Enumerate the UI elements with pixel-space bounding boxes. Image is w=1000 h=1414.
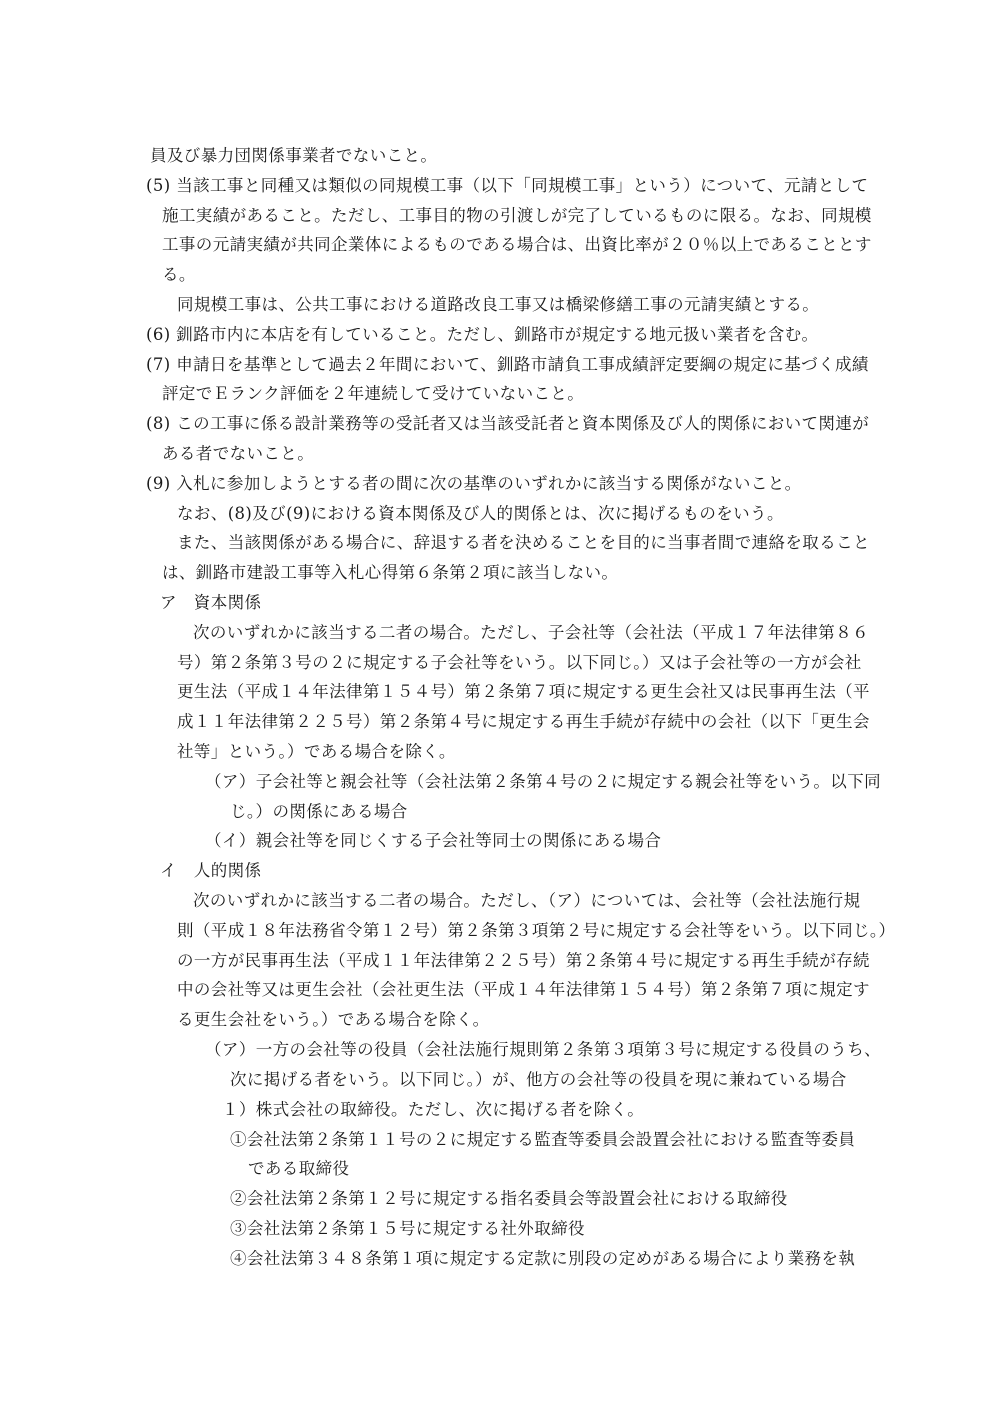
exclusion-item-4-line: ④会社法第３４８条第１項に規定する定款に別段の定めがある場合により業務を執 <box>230 1249 856 1268</box>
exclusion-item-1-line: ①会社法第２条第１１号の２に規定する監査等委員会設置会社における監査等委員 <box>230 1130 856 1149</box>
item-6-line: (6) 釧路市内に本店を有していること。ただし、釧路市が規定する地元扱い業者を含む。 <box>146 325 819 344</box>
item-8-line: ある者でないこと。 <box>162 444 315 463</box>
personnel-subitem-a-line: 次に掲げる者をいう。以下同じ。）が、他方の会社等の役員を現に兼ねている場合 <box>230 1070 847 1089</box>
item-5-note: 同規模工事は、公共工事における道路改良工事又は橋梁修繕工事の元請実績とする。 <box>177 295 820 314</box>
section-heading-personnel: イ 人的関係 <box>160 861 262 880</box>
item-5-line: (5) 当該工事と同種又は類似の同規模工事（以下「同規模工事」という）について、元請として <box>146 176 869 195</box>
note-line: は、釧路市建設工事等入札心得第６条第２項に該当しない。 <box>162 563 619 582</box>
exclusion-item-2-line: ②会社法第２条第１２号に規定する指名委員会等設置会社における取締役 <box>230 1189 788 1208</box>
capital-paragraph-line: 号）第２条第３号の２に規定する子会社等をいう。以下同じ。）又は子会社等の一方が会社 <box>177 653 862 672</box>
capital-paragraph-line: 社等」という。）である場合を除く。 <box>177 742 456 761</box>
item-7-line: 評定でＥランク評価を２年連続して受けていないこと。 <box>162 384 585 403</box>
personnel-paragraph-line: 次のいずれかに該当する二者の場合。ただし、（ア）については、会社等（会社法施行規 <box>193 891 861 910</box>
item-8-line: (8) この工事に係る設計業務等の受託者又は当該受託者と資本関係及び人的関係において関連が <box>146 414 870 433</box>
personnel-paragraph-line: 則（平成１８年法務省令第１２号）第２条第３項第２号に規定する会社等をいう。以下同じ。） <box>177 921 896 940</box>
personnel-paragraph-line: 中の会社等又は更生会社（会社更生法（平成１４年法律第１５４号）第２条第７項に規定す <box>177 980 870 999</box>
capital-subitem-a-line: （ア）子会社等と親会社等（会社法第２条第４号の２に規定する親会社等をいう。以下同 <box>205 772 881 791</box>
capital-paragraph-line: 更生法（平成１４年法律第１５４号）第２条第７項に規定する更生会社又は民事再生法（平 <box>177 682 870 701</box>
exclusion-item-3-line: ③会社法第２条第１５号に規定する社外取締役 <box>230 1219 585 1238</box>
capital-subitem-i-line: （イ）親会社等を同じくする子会社等同士の関係にある場合 <box>205 831 662 850</box>
capital-paragraph-line: 次のいずれかに該当する二者の場合。ただし、子会社等（会社法（平成１７年法律第８６ <box>193 623 869 642</box>
note-line: また、当該関係がある場合に、辞退する者を決めることを目的に当事者間で連絡を取ること <box>177 533 870 552</box>
item-5-line: 施工実績があること。ただし、工事目的物の引渡しが完了しているものに限る。なお、同規模 <box>162 206 872 225</box>
item-7-line: (7) 申請日を基準として過去２年間において、釧路市請負工事成績評定要綱の規定に基づく成績 <box>146 355 869 374</box>
personnel-subitem-a-line: （ア）一方の会社等の役員（会社法施行規則第２条第３項第３号に規定する役員のうち、 <box>205 1040 881 1059</box>
text-line: 員及び暴力団関係事業者でないこと。 <box>150 146 438 165</box>
item-5-line: る。 <box>162 265 196 284</box>
capital-subitem-a-line: じ。）の関係にある場合 <box>230 802 408 821</box>
capital-paragraph-line: 成１１年法律第２２５号）第２条第４号に規定する再生手続が存続中の会社（以下「更生会 <box>177 712 870 731</box>
personnel-paragraph-line: る更生会社をいう。）である場合を除く。 <box>177 1010 490 1029</box>
personnel-paragraph-line: の一方が民事再生法（平成１１年法律第２２５号）第２条第４号に規定する再生手続が存続 <box>177 951 870 970</box>
item-9-line: (9) 入札に参加しようとする者の間に次の基準のいずれかに該当する関係がないこと。 <box>146 474 802 493</box>
exclusion-item-1-line: である取締役 <box>248 1159 350 1178</box>
item-5-line: 工事の元請実績が共同企業体によるものである場合は、出資比率が２０％以上であることとす <box>162 235 872 254</box>
director-item-line: １）株式会社の取締役。ただし、次に掲げる者を除く。 <box>222 1100 645 1119</box>
note-line: なお、(8)及び(9)における資本関係及び人的関係とは、次に掲げるものをいう。 <box>177 504 784 523</box>
section-heading-capital: ア 資本関係 <box>160 593 262 612</box>
